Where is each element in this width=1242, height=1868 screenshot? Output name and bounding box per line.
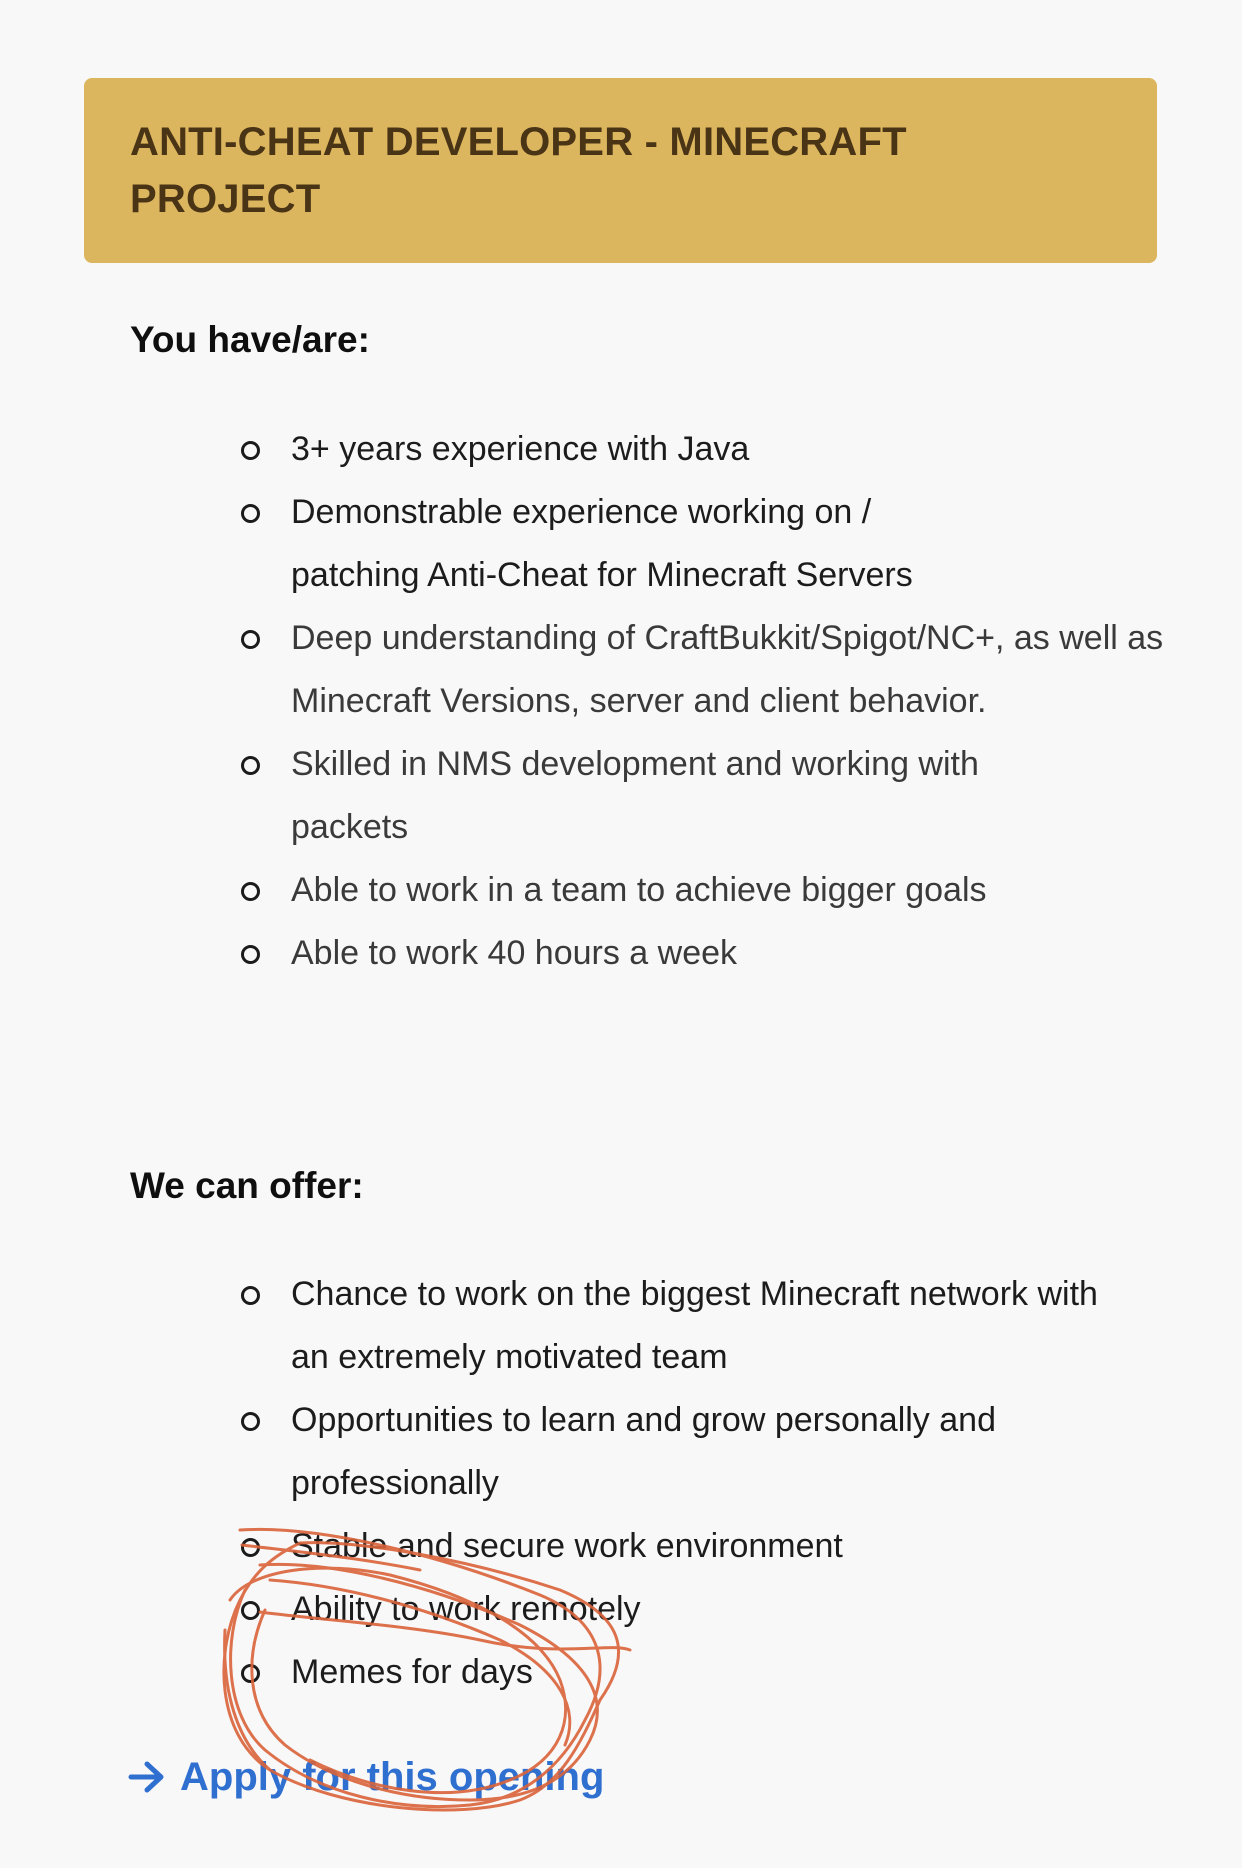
arrow-right-icon xyxy=(128,1760,166,1794)
hollow-bullet-icon xyxy=(241,882,260,901)
list-item-text: Demonstrable experience working on / patching Anti-Cheat for Minecraft Servers xyxy=(291,493,913,594)
requirements-heading: You have/are: xyxy=(130,319,370,360)
list-item xyxy=(240,1263,1141,1389)
list-item-text: Opportunities to learn and grow personally and professionally xyxy=(291,1401,996,1502)
job-title xyxy=(130,114,1111,228)
hollow-bullet-icon xyxy=(241,630,260,649)
hollow-bullet-icon xyxy=(241,756,260,775)
list-item xyxy=(240,1515,1171,1578)
list-item-text: Deep understanding of CraftBukkit/Spigot/NC+, as well as Minecraft Versions, server and client behavior. xyxy=(291,619,1164,720)
list-item xyxy=(240,607,1171,733)
list-item-text: Stable and secure work environment xyxy=(291,1527,843,1565)
hollow-bullet-icon xyxy=(241,441,260,460)
list-item-text: 3+ years experience with Java xyxy=(291,430,750,468)
list-item xyxy=(240,1578,1171,1641)
hollow-bullet-icon xyxy=(241,1412,260,1431)
requirements-list xyxy=(240,418,1164,985)
job-title-line-1: ANTI-CHEAT DEVELOPER - MINECRAFT xyxy=(130,120,907,164)
list-item-text: Skilled in NMS development and working with packets xyxy=(291,745,979,846)
list-item-text: Chance to work on the biggest Minecraft network with an extremely motivated team xyxy=(291,1275,1098,1376)
list-item-text: Memes for days xyxy=(291,1653,533,1691)
list-item-text: Able to work 40 hours a week xyxy=(291,934,738,972)
list-item xyxy=(240,859,1171,922)
hollow-bullet-icon xyxy=(241,1286,260,1305)
list-item-text: Ability to work remotely xyxy=(291,1590,641,1628)
list-item xyxy=(240,733,1071,859)
apply-link-label: Apply for this opening xyxy=(180,1755,605,1799)
hollow-bullet-icon xyxy=(241,1538,260,1557)
list-item xyxy=(240,481,991,607)
offer-list xyxy=(240,1263,1140,1704)
offer-heading: We can offer: xyxy=(130,1165,364,1206)
hollow-bullet-icon xyxy=(241,945,260,964)
hollow-bullet-icon xyxy=(241,504,260,523)
apply-link[interactable] xyxy=(128,1752,604,1802)
hollow-bullet-icon xyxy=(241,1601,260,1620)
list-item-text: Able to work in a team to achieve bigger goals xyxy=(291,871,987,909)
list-item xyxy=(240,1641,1171,1704)
job-title-line-2: PROJECT xyxy=(130,177,321,221)
list-item xyxy=(240,418,1051,481)
job-title-banner xyxy=(84,78,1157,263)
list-item xyxy=(240,922,1171,985)
list-item xyxy=(240,1389,1131,1515)
hollow-bullet-icon xyxy=(241,1664,260,1683)
